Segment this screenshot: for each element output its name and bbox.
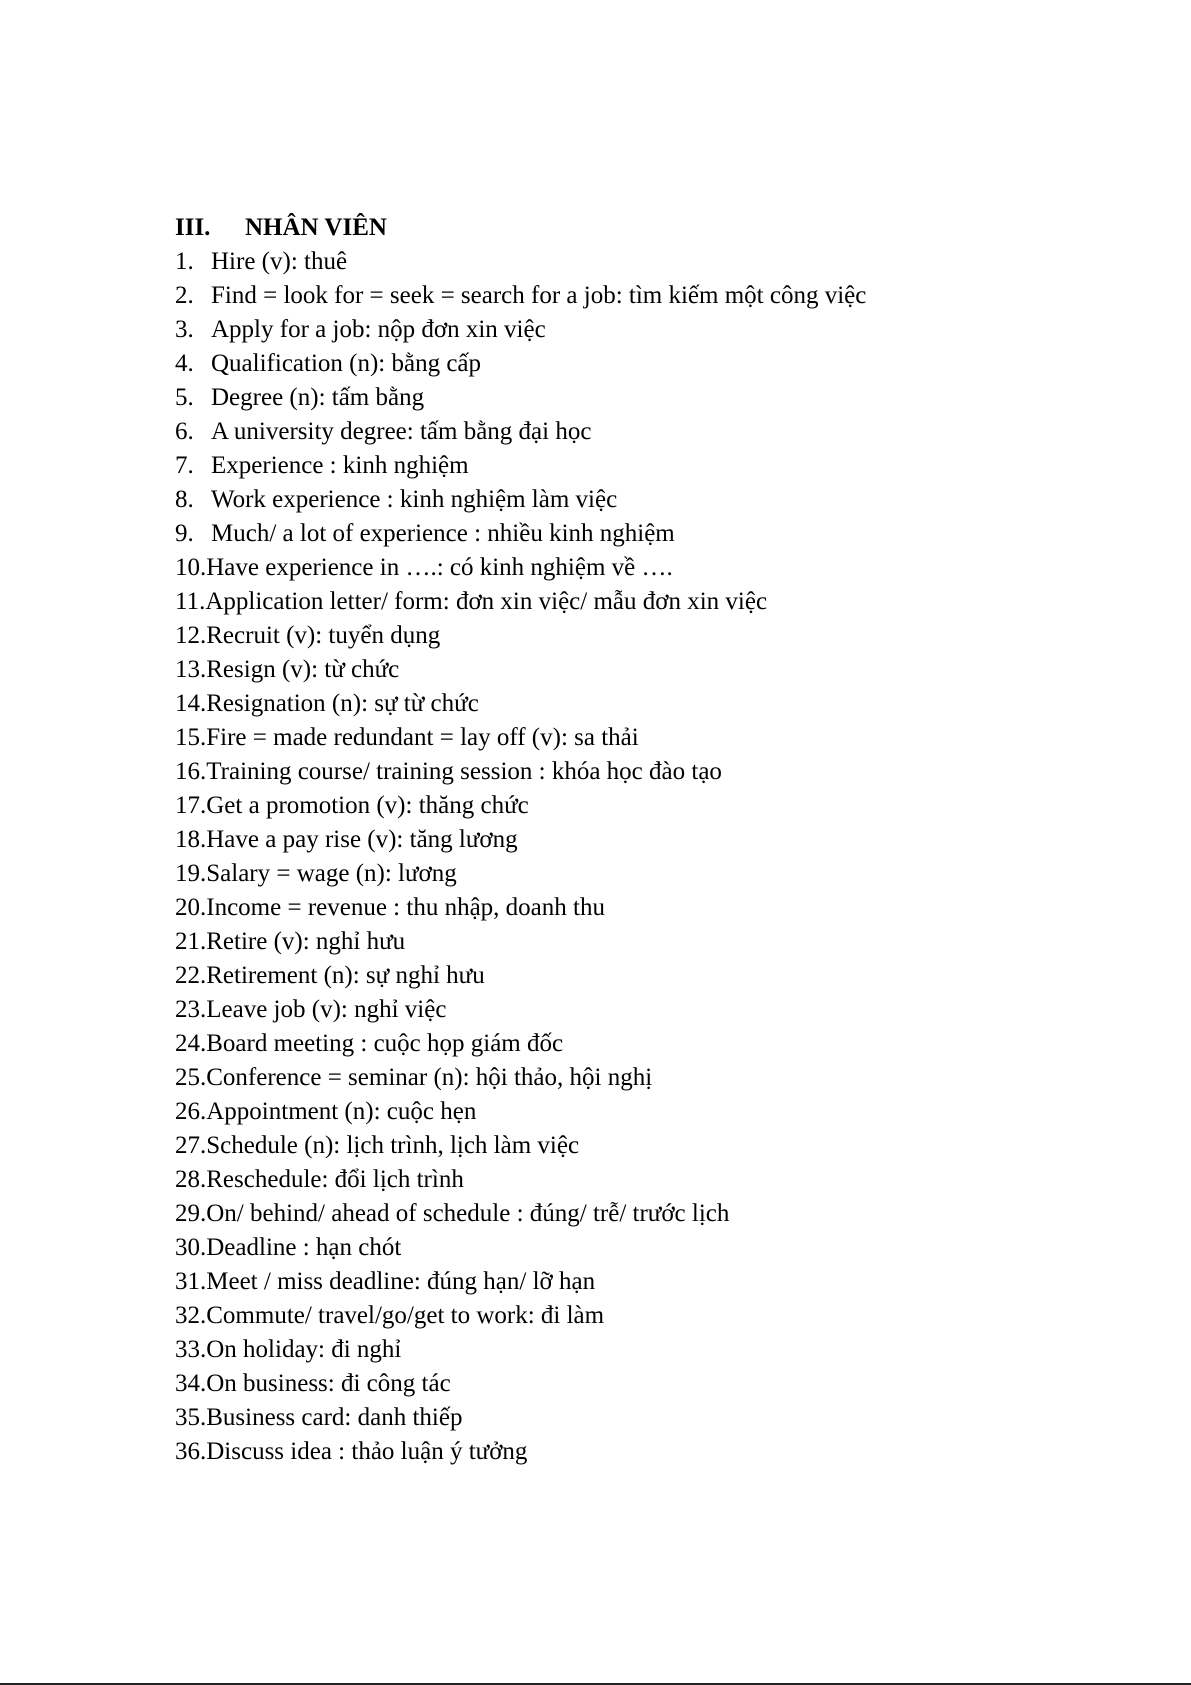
vocab-item <box>175 721 866 755</box>
vocab-item <box>175 857 866 891</box>
vocab-item-text: Fire = made redundant = lay off (v): sa thải <box>206 724 639 751</box>
vocab-item-text: Degree (n): tấm bằng <box>211 384 425 411</box>
vocab-item-number: 29. <box>175 1200 207 1227</box>
vocab-item-number: 10. <box>175 554 207 581</box>
vocab-item-number: 28. <box>175 1166 207 1193</box>
vocab-item-number: 36. <box>175 1438 207 1465</box>
vocabulary-list <box>175 245 866 1469</box>
vocab-item-text: Have a pay rise (v): tăng lương <box>206 826 518 853</box>
vocab-item-text: Deadline : hạn chót <box>206 1234 402 1261</box>
vocab-item-text: Meet / miss deadline: đúng hạn/ lỡ hạn <box>206 1268 596 1295</box>
vocab-item-number: 16. <box>175 758 207 785</box>
vocab-item <box>175 687 866 721</box>
vocab-item <box>175 1027 866 1061</box>
vocab-item-text: Resignation (n): sự từ chức <box>206 690 479 717</box>
vocab-item-text: Retire (v): nghỉ hưu <box>206 928 406 955</box>
vocab-item <box>175 585 866 619</box>
vocab-item-number: 30. <box>175 1234 207 1261</box>
vocab-item-text: Income = revenue : thu nhập, doanh thu <box>206 894 605 921</box>
vocab-item <box>175 1197 866 1231</box>
vocab-item <box>175 755 866 789</box>
vocab-item-number: 22. <box>175 962 207 989</box>
vocab-item-number: 32. <box>175 1302 207 1329</box>
vocab-item-number: 23. <box>175 996 207 1023</box>
vocab-item-number: 13. <box>175 656 207 683</box>
vocab-item <box>175 1435 866 1469</box>
vocab-item-number: 8. <box>175 486 194 513</box>
vocab-item-text: Appointment (n): cuộc hẹn <box>206 1098 477 1125</box>
vocab-item-text: Schedule (n): lịch trình, lịch làm việc <box>206 1132 580 1159</box>
vocab-item-number: 21. <box>175 928 207 955</box>
vocab-item-text: Get a promotion (v): thăng chức <box>206 792 529 819</box>
vocab-item <box>175 517 866 551</box>
vocab-item-text: Qualification (n): bằng cấp <box>211 350 482 377</box>
vocab-item-text: On/ behind/ ahead of schedule : đúng/ trễ/ trước lịch <box>206 1200 730 1227</box>
vocab-item <box>175 1265 866 1299</box>
vocab-item-number: 25. <box>175 1064 207 1091</box>
vocab-item <box>175 1401 866 1435</box>
vocab-item <box>175 823 866 857</box>
vocab-item <box>175 279 866 313</box>
vocab-item-number: 14. <box>175 690 207 717</box>
vocab-item-text: Recruit (v): tuyển dụng <box>206 622 441 649</box>
vocab-item-text: Apply for a job: nộp đơn xin việc <box>211 316 546 343</box>
vocab-item-number: 33. <box>175 1336 207 1363</box>
vocab-item <box>175 483 866 517</box>
vocab-item-text: Work experience : kinh nghiệm làm việc <box>211 486 618 513</box>
vocab-item-number: 11. <box>175 588 206 615</box>
vocab-item <box>175 415 866 449</box>
vocab-item <box>175 1061 866 1095</box>
vocab-item-number: 24. <box>175 1030 207 1057</box>
vocab-item <box>175 653 866 687</box>
vocab-item <box>175 925 866 959</box>
vocab-item-text: Leave job (v): nghỉ việc <box>206 996 447 1023</box>
vocab-item-number: 7. <box>175 452 194 479</box>
vocab-item-number: 34. <box>175 1370 207 1397</box>
vocab-item <box>175 1163 866 1197</box>
section-title: NHÂN VIÊN <box>245 214 387 241</box>
vocab-item-text: Find = look for = seek = search for a job: tìm kiếm một công việc <box>211 282 867 309</box>
vocab-item-number: 35. <box>175 1404 207 1431</box>
vocab-item-number: 26. <box>175 1098 207 1125</box>
vocab-item-text: Training course/ training session : khóa học đào tạo <box>206 758 722 785</box>
vocab-item-number: 31. <box>175 1268 207 1295</box>
vocab-item <box>175 347 866 381</box>
vocab-item-text: Retirement (n): sự nghỉ hưu <box>206 962 485 989</box>
vocab-item-text: On holiday: đi nghỉ <box>206 1336 402 1363</box>
vocab-item <box>175 789 866 823</box>
vocab-item-text: Hire (v): thuê <box>211 248 348 275</box>
vocab-item-number: 17. <box>175 792 207 819</box>
vocab-item-number: 3. <box>175 316 194 343</box>
vocab-item-number: 12. <box>175 622 207 649</box>
vocab-item-text: On business: đi công tác <box>206 1370 451 1397</box>
vocab-item-number: 19. <box>175 860 207 887</box>
vocab-item-number: 20. <box>175 894 207 921</box>
vocab-item <box>175 551 866 585</box>
vocab-item-text: Reschedule: đổi lịch trình <box>206 1166 464 1193</box>
vocab-item <box>175 1129 866 1163</box>
vocab-item-number: 6. <box>175 418 194 445</box>
vocab-item-number: 9. <box>175 520 194 547</box>
vocab-item <box>175 381 866 415</box>
vocab-item-text: Discuss idea : thảo luận ý tưởng <box>206 1438 528 1465</box>
section-heading <box>175 211 387 245</box>
vocab-item <box>175 993 866 1027</box>
vocab-item-text: Board meeting : cuộc họp giám đốc <box>206 1030 564 1057</box>
vocab-item <box>175 449 866 483</box>
vocab-item-number: 27. <box>175 1132 207 1159</box>
vocab-item-text: Much/ a lot of experience : nhiều kinh nghiệm <box>211 520 675 547</box>
vocab-item-text: A university degree: tấm bằng đại học <box>211 418 592 445</box>
vocab-item-text: Conference = seminar (n): hội thảo, hội nghị <box>206 1064 653 1091</box>
vocab-item-text: Resign (v): từ chức <box>206 656 400 683</box>
vocab-item-number: 5. <box>175 384 194 411</box>
vocab-item-text: Business card: danh thiếp <box>206 1404 463 1431</box>
vocab-item <box>175 1231 866 1265</box>
vocab-item-text: Application letter/ form: đơn xin việc/ mẫu đơn xin việc <box>205 588 768 615</box>
vocab-item <box>175 959 866 993</box>
vocab-item <box>175 891 866 925</box>
vocab-item <box>175 1333 866 1367</box>
vocab-item <box>175 1299 866 1333</box>
vocab-item-text: Commute/ travel/go/get to work: đi làm <box>206 1302 605 1329</box>
vocab-item <box>175 1367 866 1401</box>
vocab-item-text: Have experience in ….: có kinh nghiệm về …. <box>206 554 673 581</box>
vocab-item-number: 4. <box>175 350 194 377</box>
vocab-item <box>175 313 866 347</box>
vocab-item <box>175 245 866 279</box>
vocab-item-text: Experience : kinh nghiệm <box>211 452 469 479</box>
vocab-item-number: 1. <box>175 248 194 275</box>
vocab-item-number: 18. <box>175 826 207 853</box>
vocab-item <box>175 1095 866 1129</box>
vocab-item-number: 2. <box>175 282 194 309</box>
vocab-item <box>175 619 866 653</box>
vocab-item-text: Salary = wage (n): lương <box>206 860 457 887</box>
section-number: III. <box>175 214 211 241</box>
vocab-item-number: 15. <box>175 724 207 751</box>
